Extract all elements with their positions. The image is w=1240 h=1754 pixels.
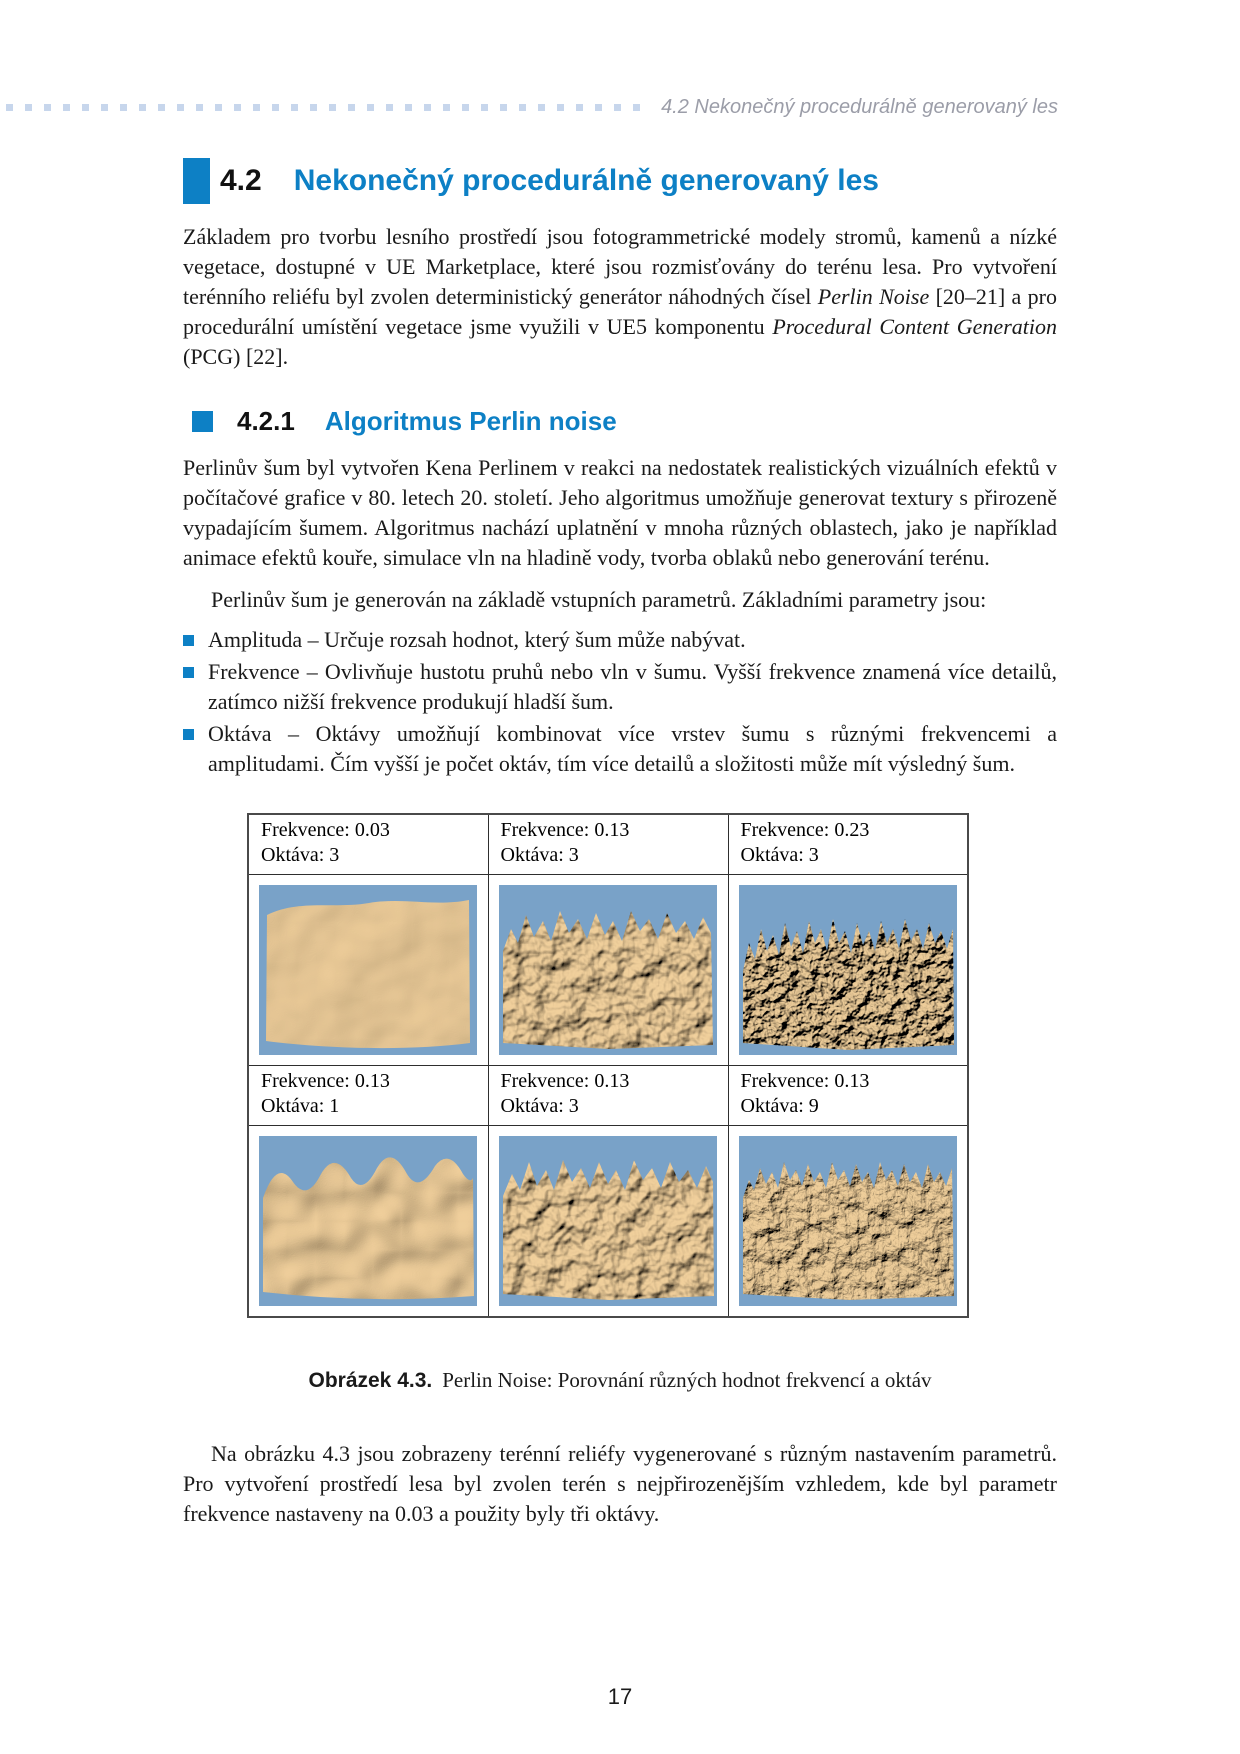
closing-paragraph: Na obrázku 4.3 jsou zobrazeny terénní reliéfy vygenerované s různým nastavením parametrů. Pro vytvoření prostředí lesa byl zvolen terén s nejpřirozenějším vzhledem, kde byl parametr frekvence nastaveny na 0.03 a použity byly tři oktávy. xyxy=(183,1441,1057,1526)
terrain-render-smooth xyxy=(259,885,477,1055)
running-header-text: 4.2 Nekonečný procedurálně generovaný les xyxy=(661,96,1058,118)
frequency-label: Frekvence: 0.13 xyxy=(500,819,630,841)
running-header xyxy=(6,96,1058,119)
page-number: 17 xyxy=(607,1684,633,1709)
figure-cell-label xyxy=(728,814,968,875)
figure-cell-label xyxy=(728,1066,968,1126)
figure-cell-image xyxy=(728,875,968,1066)
intro-text-b: [20–21] a pro procedurální umístění vegetace jsme využili v UE5 komponentu xyxy=(183,284,1057,339)
terrain-render-rugged-2 xyxy=(499,1136,717,1306)
section-number: 4.2 xyxy=(220,164,262,197)
section-marker-icon xyxy=(183,158,210,204)
list-item xyxy=(183,625,1057,655)
bullet-square-icon xyxy=(183,729,194,740)
octave-label: Oktáva: 3 xyxy=(740,844,819,866)
terrain-render-spiky xyxy=(739,885,957,1055)
figure-cell-label xyxy=(488,1066,728,1126)
subsection-marker-icon xyxy=(192,411,213,432)
octave-label: Oktáva: 3 xyxy=(261,844,340,866)
bullet-square-icon xyxy=(183,667,194,678)
figure-table xyxy=(247,813,969,1318)
figure-cell-image xyxy=(728,1126,968,1318)
subsection-number: 4.2.1 xyxy=(237,406,295,436)
list-item xyxy=(183,719,1057,779)
figure-caption-text: Perlin Noise: Porovnání různých hodnot frekvencí a oktáv xyxy=(442,1368,932,1392)
figure-image-row xyxy=(248,875,968,1066)
figure-cell-label xyxy=(248,814,488,875)
terrain-render-rugged xyxy=(499,885,717,1055)
figure-caption xyxy=(183,1368,1057,1393)
figure-cell-image xyxy=(248,1126,488,1318)
frequency-label: Frekvence: 0.23 xyxy=(740,819,870,841)
figure-cell-image xyxy=(488,875,728,1066)
octave-label: Oktáva: 3 xyxy=(500,1095,579,1117)
frequency-label: Frekvence: 0.13 xyxy=(740,1070,870,1092)
list-item-text: Frekvence – Ovlivňuje hustotu pruhů nebo vln v šumu. Vyšší frekvence znamená více detailů, zatímco nižší frekvence produkují hladší šum. xyxy=(208,659,1057,714)
figure-cell-image xyxy=(248,875,488,1066)
frequency-label: Frekvence: 0.03 xyxy=(261,819,390,841)
figure-cell-label xyxy=(248,1066,488,1126)
terrain-render-detailed xyxy=(739,1136,957,1306)
intro-text-a: Základem pro tvorbu lesního prostředí jsou fotogrammetrické modely stromů, kamenů a nízké vegetace, dostupné v UE Marketplace, které jsou rozmisťovány do terénu lesa. Pro vytvoření terénního reliéfu byl zvolen deterministický generátor náhodných čísel xyxy=(183,224,1057,309)
octave-label: Oktáva: 1 xyxy=(261,1095,340,1117)
subsection-heading xyxy=(183,406,1057,437)
perlin-parameters-paragraph: Perlinův šum je generován na základě vstupních parametrů. Základními parametry jsou: xyxy=(211,587,987,612)
intro-text-c: (PCG) [22]. xyxy=(183,344,289,369)
bullet-square-icon xyxy=(183,635,194,646)
figure-cell-image xyxy=(488,1126,728,1318)
section-title: Nekonečný procedurálně generovaný les xyxy=(293,164,879,197)
figure-label-row xyxy=(248,1066,968,1126)
frequency-label: Frekvence: 0.13 xyxy=(261,1070,390,1092)
figure-label-row xyxy=(248,814,968,875)
terrain-render-blobby xyxy=(259,1136,477,1306)
figure-4-3 xyxy=(247,813,1057,1318)
intro-italic-pcg: Procedural Content Generation xyxy=(772,314,1057,339)
perlin-history-paragraph: Perlinův šum byl vytvořen Kena Perlinem v reakci na nedostatek realistických vizuálních efektů v počítačové grafice v 80. letech 20. století. Jeho algoritmus umožňuje generovat textury s přirozeně vypadajícím šumem. Algoritmus nachází uplatnění v mnoha různých oblastech, jako je například animace efektů kouře, simulace vln na hladině vody, tvorba oblaků nebo generování terénu. xyxy=(183,455,1057,570)
subsection-title: Algoritmus Perlin noise xyxy=(324,406,617,436)
figure-caption-label: Obrázek 4.3. xyxy=(308,1369,433,1392)
list-item-text: Oktáva – Oktávy umožňují kombinovat více vrstev šumu s různými frekvencemi a amplitudami. Čím vyšší je počet oktáv, tím více detailů a složitosti může mít výsledný šum. xyxy=(208,721,1057,776)
octave-label: Oktáva: 9 xyxy=(740,1095,819,1117)
intro-italic-perlin-noise: Perlin Noise xyxy=(817,284,930,309)
list-item-text: Amplituda – Určuje rozsah hodnot, který šum může nabývat. xyxy=(208,627,746,652)
figure-image-row xyxy=(248,1126,968,1318)
section-heading xyxy=(183,158,1057,204)
parameter-list xyxy=(183,625,1057,779)
list-item xyxy=(183,657,1057,717)
frequency-label: Frekvence: 0.13 xyxy=(500,1070,630,1092)
octave-label: Oktáva: 3 xyxy=(500,844,579,866)
terrain-surface xyxy=(266,900,470,1048)
intro-paragraph xyxy=(183,222,1057,372)
dotted-rule xyxy=(6,104,647,111)
figure-cell-label xyxy=(488,814,728,875)
